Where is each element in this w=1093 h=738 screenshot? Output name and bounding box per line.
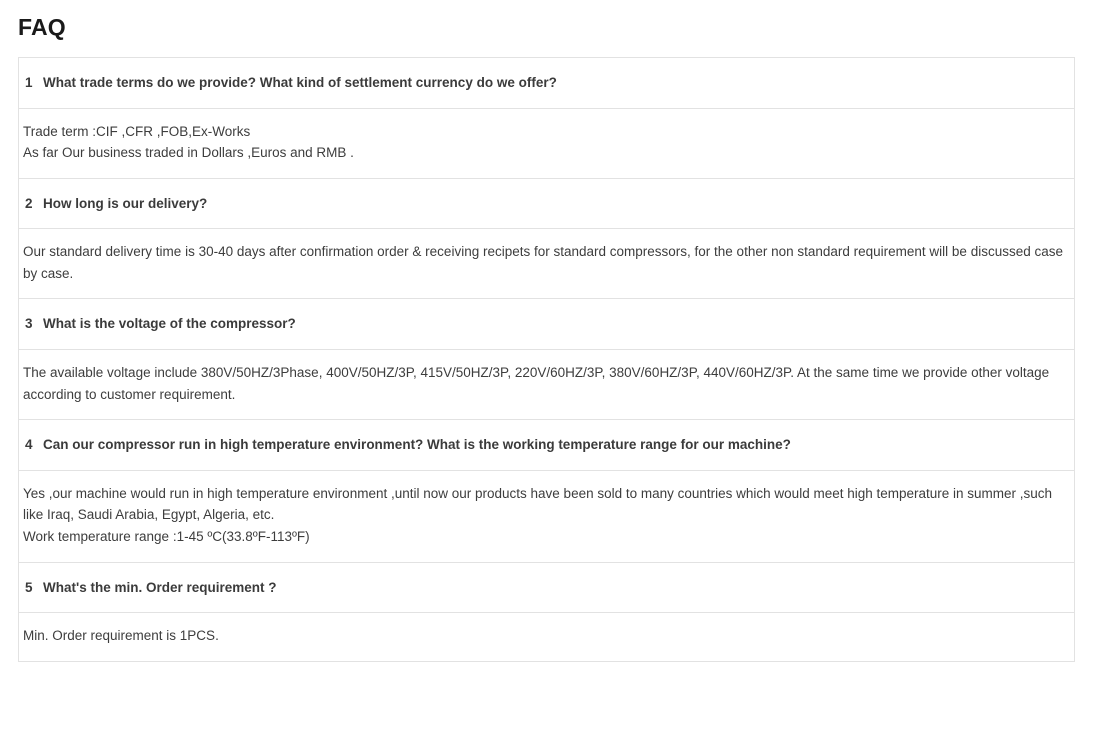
- faq-question-text: What is the voltage of the compressor?: [43, 316, 296, 332]
- faq-answer: [19, 109, 1074, 178]
- faq-question-row[interactable]: [19, 420, 1074, 471]
- faq-question-number: 5: [25, 579, 33, 595]
- faq-question-number: 4: [25, 437, 33, 453]
- faq-question: [19, 299, 1074, 349]
- faq-page: [0, 14, 1093, 662]
- faq-answer-row: [19, 350, 1074, 420]
- page-title: FAQ: [18, 14, 66, 40]
- faq-question-row[interactable]: [19, 179, 1074, 230]
- faq-question-text: How long is our delivery?: [43, 195, 208, 211]
- faq-question-number: 1: [25, 75, 33, 90]
- faq-answer-line: As far Our business traded in Dollars ,Euros and RMB .: [23, 145, 354, 161]
- faq-answer-row: [19, 229, 1074, 299]
- faq-answer-line: Min. Order requirement is 1PCS.: [23, 628, 219, 644]
- faq-question-number: 3: [25, 316, 33, 332]
- faq-question-text: Can our compressor run in high temperature environment? What is the working temperature range for our machine?: [43, 437, 791, 453]
- faq-table: [18, 57, 1075, 662]
- faq-answer-line: Yes ,our machine would run in high temperature environment ,until now our products have been sold to many countries which would meet high temperature in summer ,such like Iraq, Saudi Arabia, Egypt, Algeria, etc.: [23, 485, 1056, 523]
- faq-question-text: What trade terms do we provide? What kind of settlement currency do we offer?: [43, 75, 557, 90]
- faq-question: [19, 420, 1074, 470]
- faq-answer-line: Trade term :CIF ,CFR ,FOB,Ex-Works: [23, 123, 251, 139]
- faq-answer: [19, 350, 1074, 419]
- faq-answer-line: The available voltage include 380V/50HZ/3Phase, 400V/50HZ/3P, 415V/50HZ/3P, 220V/60HZ/3P, 380V/60HZ/3P, 440V/60HZ/3P. At the same time we provide other voltage according to customer requirement.: [23, 365, 1057, 402]
- faq-question-text: What's the min. Order requirement ?: [43, 579, 277, 595]
- faq-answer-line: Work temperature range :1-45 ºC(33.8ºF-113ºF): [23, 528, 310, 544]
- faq-question-number: 2: [25, 195, 33, 211]
- faq-question-row[interactable]: [19, 299, 1074, 350]
- faq-answer-line: Our standard delivery time is 30-40 days after confirmation order & receiving recipets for standard compressors, for the other non standard requirement will be discussed case by case.: [23, 244, 1067, 281]
- faq-question: [19, 58, 1074, 108]
- faq-question: [19, 563, 1074, 613]
- faq-answer: [19, 613, 1074, 661]
- faq-answer: [19, 471, 1074, 562]
- faq-question: [19, 179, 1074, 229]
- faq-answer-row: [19, 471, 1074, 563]
- faq-answer-row: [19, 109, 1074, 179]
- faq-answer: [19, 229, 1074, 298]
- faq-question-row[interactable]: [19, 563, 1074, 614]
- faq-answer-row: [19, 613, 1074, 662]
- faq-question-row[interactable]: [19, 58, 1074, 109]
